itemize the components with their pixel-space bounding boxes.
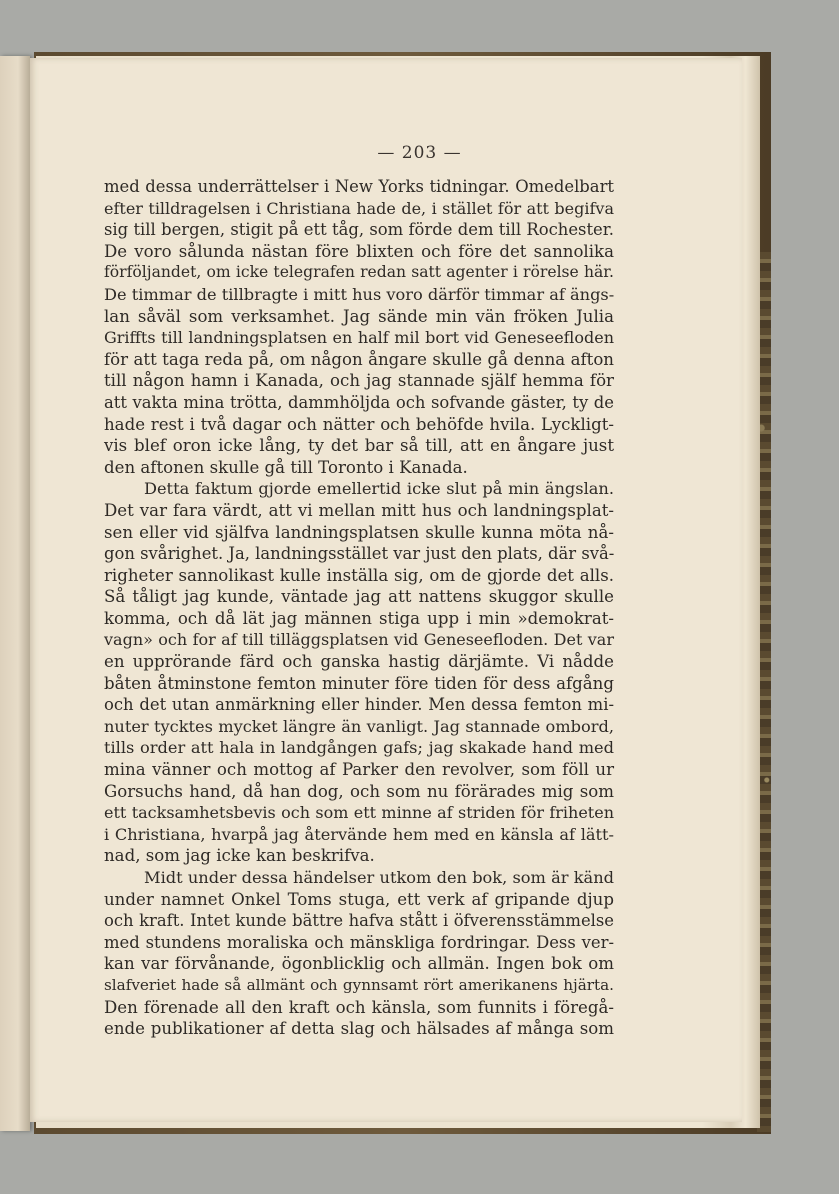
text-line: Griffts till landningsplatsen en half mil bort vid Geneseefloden — [104, 328, 614, 348]
text-line: ett tacksamhetsbevis och som ett minne af striden för friheten — [104, 803, 614, 823]
text-line: sig till bergen, stigit på ett tåg, som förde dem till Rochester. — [104, 220, 614, 240]
facing-page-edge — [0, 56, 30, 1131]
text-line: Detta faktum gjorde emellertid icke slut på min ängslan. — [144, 479, 614, 499]
text-line: med dessa underrättelser i New Yorks tidningar. Omedelbart — [104, 177, 614, 196]
text-line: vagn» och for af till tilläggsplatsen vid Geneseefloden. Det var — [104, 630, 614, 650]
text-line: nuter tycktes mycket längre än vanligt. Jag stannade ombord, — [104, 716, 614, 736]
text-line: De voro sålunda nästan före blixten och före det sannolika — [104, 241, 614, 261]
body-text — [104, 176, 614, 1040]
text-line: tills order att hala in landgången gafs; jag skakade hand med — [104, 738, 614, 758]
text-line: en upprörande färd och ganska hastig därjämte. Vi nådde — [104, 652, 614, 672]
text-line: vis blef oron icke lång, ty det bar så till, att en ångare just — [104, 436, 614, 456]
text-line: efter tilldragelsen i Christiana hade de, i stället för att begifva — [104, 198, 614, 218]
text-line: mina vänner och mottog af Parker den revolver, som föll ur — [104, 760, 614, 780]
text-line: till någon hamn i Kanada, och jag stannade själf hemma för — [104, 371, 614, 391]
text-line: komma, och då lät jag männen stiga upp i min »demokrat- — [104, 608, 614, 628]
text-line: kan var förvånande, ögonblicklig och allmän. Ingen bok om — [104, 954, 614, 974]
text-line: båten åtminstone femton minuter före tiden för dess afgång — [104, 673, 614, 693]
text-line: nad, som jag icke kan beskrifva. — [104, 846, 375, 866]
text-line: i Christiana, hvarpå jag återvände hem med en känsla af lätt- — [104, 824, 614, 844]
page-number: — 203 — — [377, 143, 462, 163]
text-line: och det utan anmärkning eller hinder. Men dessa femton mi- — [104, 695, 614, 715]
text-line: Den förenade all den kraft och känsla, som funnits i föregå- — [104, 997, 614, 1017]
text-line: De timmar de tillbragte i mitt hus voro därför timmar af ängs- — [104, 284, 615, 304]
text-line: under namnet Onkel Toms stuga, ett verk af gripande djup — [104, 889, 614, 909]
text-line: righeter sannolikast kulle inställa sig, om de gjorde det alls. — [104, 565, 614, 585]
text-line: Gorsuchs hand, då han dog, och som nu förärades mig som — [104, 781, 614, 801]
text-line: den aftonen skulle gå till Toronto i Kanada. — [104, 457, 468, 477]
text-line: Det var fara värdt, att vi mellan mitt hus och landningsplat- — [104, 500, 614, 520]
text-line: Midt under dessa händelser utkom den bok, som är känd — [144, 868, 614, 887]
text-line: och kraft. Intet kunde bättre hafva stått i öfverensstämmelse — [104, 911, 614, 931]
text-line: att vakta mina trötta, dammhöljda och sofvande gäster, ty de — [104, 392, 614, 412]
text-line: hade rest i två dagar och nätter och behöfde hvila. Lyckligt- — [104, 414, 614, 434]
text-line: förföljandet, om icke telegrafen redan satt agenter i rörelse här. — [104, 263, 614, 282]
text-line: sen eller vid själfva landningsplatsen skulle kunna möta nå- — [104, 522, 614, 542]
text-line: slafveriet hade så allmänt och gynnsamt rört amerikanens hjärta. — [104, 975, 614, 994]
text-line: Så tåligt jag kunde, väntade jag att nattens skuggor skulle — [104, 587, 614, 607]
text-line: gon svårighet. Ja, landningsstället var just den plats, där svå- — [104, 544, 615, 564]
text-line: med stundens moraliska och mänskliga fordringar. Dess ver- — [104, 932, 614, 952]
text-line: lan såväl som verksamhet. Jag sände min vän fröken Julia — [104, 306, 614, 326]
text-line: ende publikationer af detta slag och hälsades af många som — [104, 1019, 614, 1039]
text-line: för att taga reda på, om någon ångare skulle gå denna afton — [104, 349, 614, 369]
